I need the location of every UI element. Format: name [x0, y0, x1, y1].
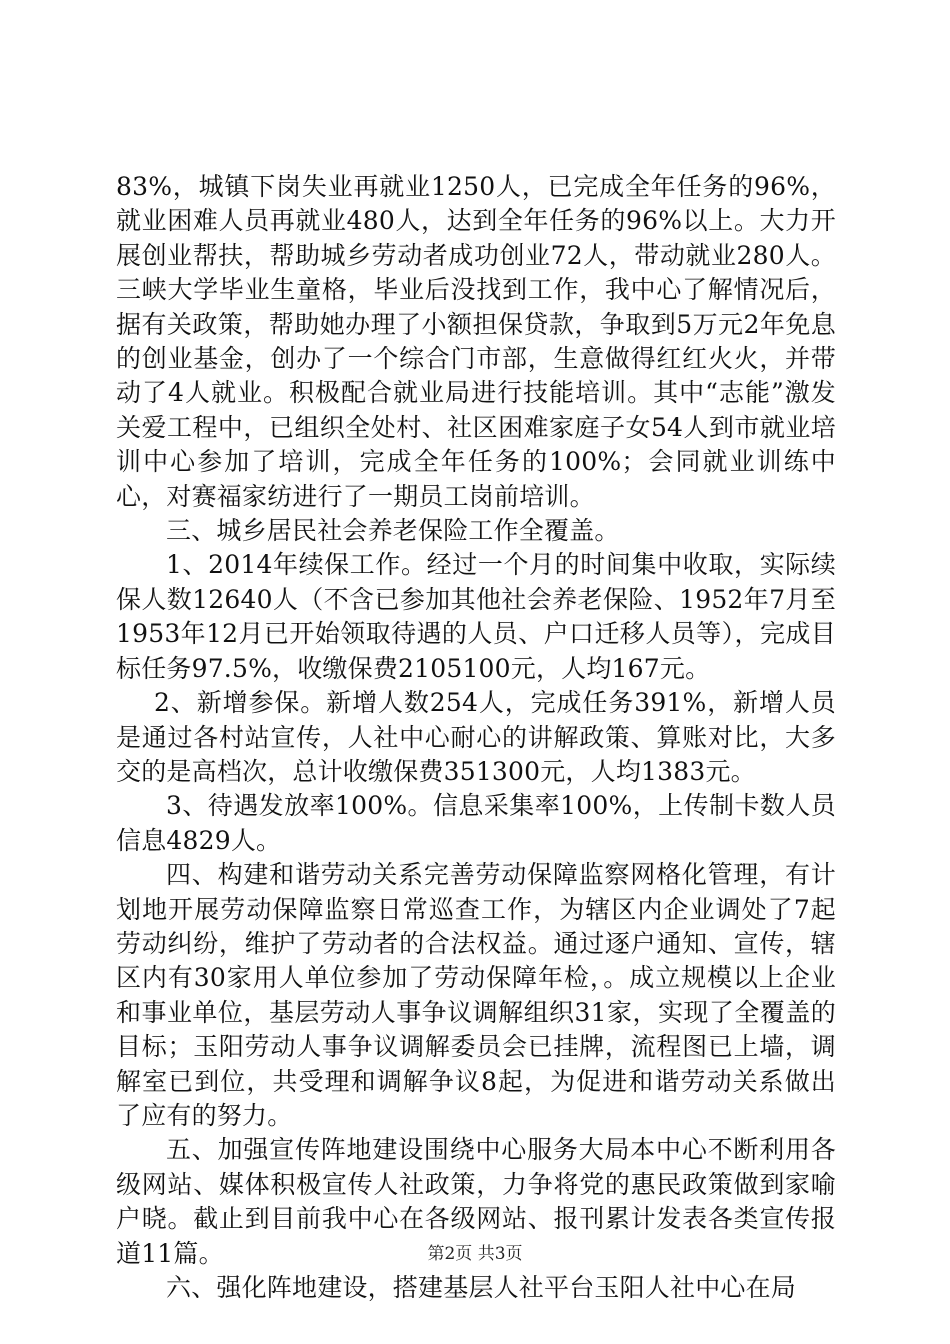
paragraph-labor-relations: 四、构建和谐劳动关系完善劳动保障监察网格化管理，有计划地开展劳动保障监察日常巡查工作，为辖区内企业调处了7起劳动纠纷，维护了劳动者的合法权益。通过逐户通知、宣传，辖区内有30家用人单位参加了劳动保障年检，。成立规模以上企业和事业单位，基层劳动人事争议调解组织31家，实现了全覆盖的目标；玉阳劳动人事争议调解委员会已挂牌，流程图已上墙，调解室已到位，共受理和调解争议8起，为促进和谐劳动关系做出了应有的努力。 — [116, 860, 836, 1130]
document-body — [116, 170, 836, 1305]
paragraph-renewal-2014: 1、2014年续保工作。经过一个月的时间集中收取，实际续保人数12640人（不含已参加其他社会养老保险、1952年7月至1953年12月已开始领取待遇的人员、户口迁移人员等），完成目标任务97.5%，收缴保费2105100元，人均167元。 — [116, 550, 836, 683]
paragraph-payment-rate: 3、待遇发放率100%。信息采集率100%，上传制卡数人员信息4829人。 — [116, 791, 836, 855]
page-number-footer: 第2页 共3页 — [427, 1244, 523, 1264]
paragraph-platform: 六、强化阵地建设，搭建基层人社平台玉阳人社中心在局 — [166, 1273, 797, 1302]
paragraph-new-enrollment: 2、新增参保。新增人数254人，完成任务391%，新增人员是通过各村站宣传，人社中心耐心的讲解政策、算账对比，大多交的是高档次，总计收缴保费351300元，人均1383元。 — [116, 688, 836, 786]
paragraph-publicity: 五、加强宣传阵地建设围绕中心服务大局本中心不断利用各级网站、媒体积极宣传人社政策，力争将党的惠民政策做到家喻户晓。截止到目前我中心在各级网站、报刊累计发表各类宣传报道11篇。 — [116, 1135, 836, 1268]
paragraph-employment-stats: 83%，城镇下岗失业再就业1250人，已完成全年任务的96%，就业困难人员再就业480人，达到全年任务的96%以上。大力开展创业帮扶，帮助城乡劳动者成功创业72人，带动就业280人。三峡大学毕业生童格，毕业后没找到工作，我中心了解情况后，据有关政策，帮助她办理了小额担保贷款，争取到5万元2年免息的创业基金，创办了一个综合门市部，生意做得红红火火，并带动了4人就业。积极配合就业局进行技能培训。其中“志能”激发关爱工程中，已组织全处村、社区困难家庭子女54人到市就业培训中心参加了培训，完成全年任务的100%；会同就业训练中心，对赛福家纺进行了一期员工岗前培训。 — [116, 172, 836, 511]
section-heading-pension: 三、城乡居民社会养老保险工作全覆盖。 — [166, 516, 620, 546]
